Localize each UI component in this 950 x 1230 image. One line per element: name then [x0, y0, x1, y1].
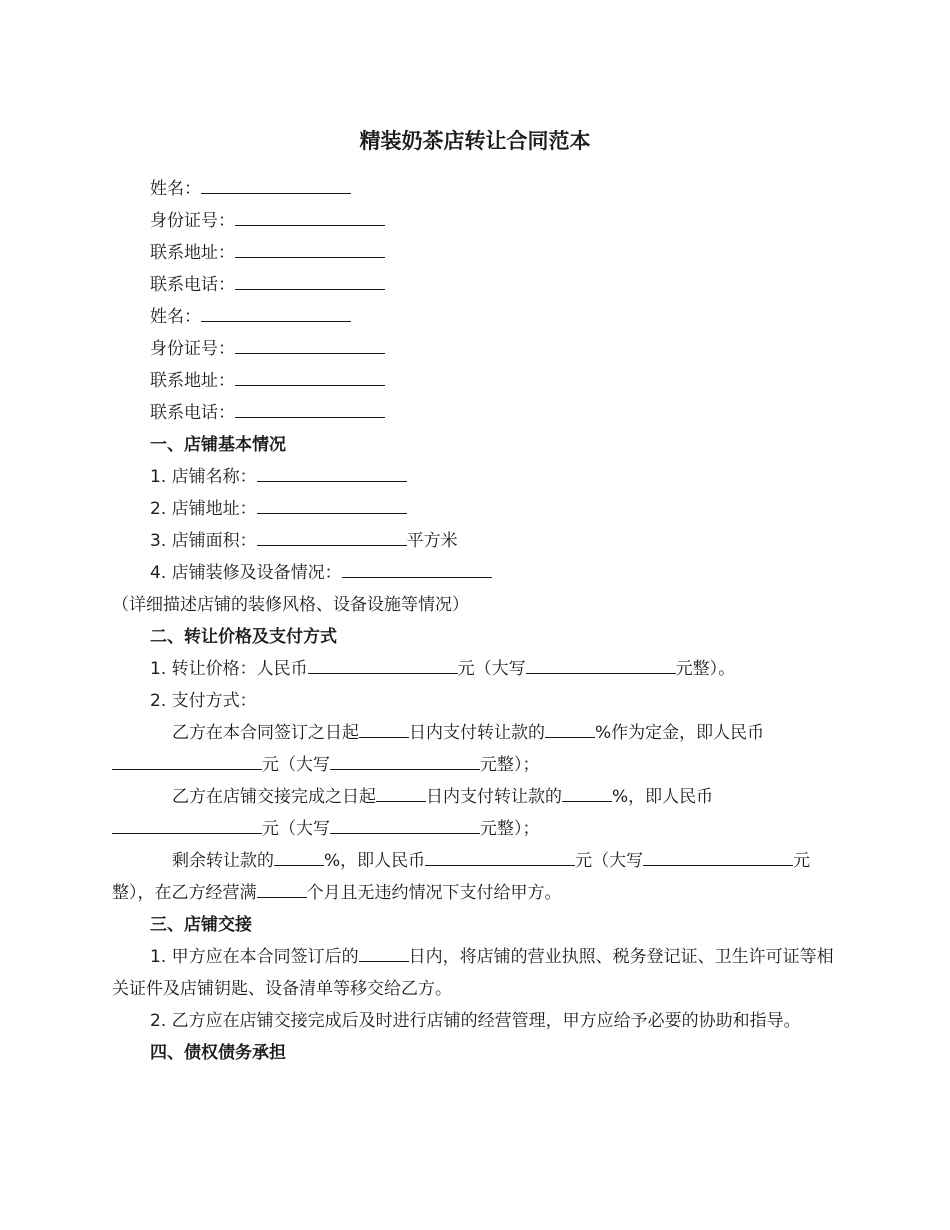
document-body [112, 173, 842, 1069]
pay3-text-d: 元整），在乙方经营满 [112, 851, 811, 903]
pay1-text-c: %作为定金，即人民币 [595, 723, 765, 743]
party-b-id-line [112, 333, 842, 365]
handover-days-blank[interactable] [359, 943, 409, 962]
pay1-text-e: 元整）； [480, 755, 540, 775]
pay2-text-d: 元（大写 [262, 819, 330, 839]
pay1-text-d: 元（大写 [262, 755, 330, 775]
party-a-address-line [112, 237, 842, 269]
pay3-percent-blank[interactable] [274, 847, 324, 866]
shop-decoration-label: 4. 店铺装修及设备情况： [150, 563, 342, 583]
payment-handover-paragraph [112, 781, 842, 845]
shop-area-blank[interactable] [257, 527, 407, 546]
party-b-address-line [112, 365, 842, 397]
pay2-text-e: 元整）； [480, 819, 540, 839]
shop-name-label: 1. 店铺名称： [150, 467, 257, 487]
pay1-percent-blank[interactable] [545, 719, 595, 738]
pay1-days-blank[interactable] [359, 719, 409, 738]
section-1-heading: 一、店铺基本情况 [150, 435, 286, 455]
party-b-id-blank[interactable] [235, 335, 385, 354]
shop-area-line [112, 525, 842, 557]
party-a-name-line [112, 173, 842, 205]
pay1-capital-blank[interactable] [330, 751, 480, 770]
pay1-text-b: 日内支付转让款的 [409, 723, 545, 743]
shop-decoration-note: （详细描述店铺的装修风格、设备设施等情况） [112, 595, 469, 615]
shop-area-unit: 平方米 [406, 531, 458, 551]
party-a-id-blank[interactable] [235, 207, 385, 226]
pay3-text-a: 剩余转让款的 [172, 851, 274, 871]
pay3-text-c: 元（大写 [575, 851, 644, 871]
party-a-address-blank[interactable] [235, 239, 385, 258]
pay2-text-b: 日内支付转让款的 [426, 787, 562, 807]
shop-name-blank[interactable] [257, 463, 407, 482]
transfer-price-label: 1. 转让价格：人民币 [150, 659, 308, 679]
party-b-name-line [112, 301, 842, 333]
party-b-phone-label: 联系电话： [150, 403, 235, 423]
payment-deposit-paragraph [112, 717, 842, 781]
transfer-price-blank[interactable] [308, 655, 458, 674]
party-a-id-line [112, 205, 842, 237]
pay3-text-e: 个月且无违约情况下支付给甲方。 [306, 883, 562, 903]
party-a-name-blank[interactable] [201, 175, 351, 194]
pay2-text-a: 乙方在店铺交接完成之日起 [172, 787, 376, 807]
transfer-price-capital-label: 元（大写 [457, 659, 526, 679]
party-a-phone-line [112, 269, 842, 301]
pay3-capital-blank[interactable] [643, 847, 793, 866]
pay1-text-a: 乙方在本合同签订之日起 [172, 723, 359, 743]
shop-name-line [112, 461, 842, 493]
party-a-id-label: 身份证号： [150, 211, 235, 231]
party-b-address-label: 联系地址： [150, 371, 235, 391]
party-a-phone-blank[interactable] [235, 271, 385, 290]
party-a-name-label: 姓名： [150, 179, 201, 199]
payment-remaining-paragraph [112, 845, 842, 909]
pay2-percent-blank[interactable] [562, 783, 612, 802]
party-b-address-blank[interactable] [235, 367, 385, 386]
pay3-amount-blank[interactable] [425, 847, 575, 866]
shop-address-blank[interactable] [257, 495, 407, 514]
section-3-heading: 三、店铺交接 [150, 915, 252, 935]
shop-area-label: 3. 店铺面积： [150, 531, 257, 551]
pay2-text-c: %，即人民币 [612, 787, 714, 807]
party-b-name-label: 姓名： [150, 307, 201, 327]
handover-item-1-text-b: 日内，将店铺的营业执照、税务登记证、卫生许可证等相关证件及店铺钥匙、设备清单等移交给乙方。 [112, 947, 834, 999]
pay2-amount-blank[interactable] [112, 815, 262, 834]
handover-item-1-text-a: 1. 甲方应在本合同签订后的 [150, 947, 359, 967]
section-4-heading: 四、债权债务承担 [150, 1043, 286, 1063]
shop-address-label: 2. 店铺地址： [150, 499, 257, 519]
party-b-name-blank[interactable] [201, 303, 351, 322]
pay3-months-blank[interactable] [257, 879, 307, 898]
transfer-price-suffix: 元整）。 [675, 659, 736, 679]
party-b-phone-blank[interactable] [235, 399, 385, 418]
handover-item-2: 2. 乙方应在店铺交接完成后及时进行店铺的经营管理，甲方应给予必要的协助和指导。 [150, 1011, 801, 1031]
party-b-phone-line [112, 397, 842, 429]
section-2-heading: 二、转让价格及支付方式 [150, 627, 337, 647]
pay3-text-b: %，即人民币 [324, 851, 426, 871]
party-b-id-label: 身份证号： [150, 339, 235, 359]
payment-method-label: 2. 支付方式： [150, 691, 257, 711]
party-a-phone-label: 联系电话： [150, 275, 235, 295]
shop-decoration-line [112, 557, 842, 621]
transfer-price-line [112, 653, 842, 685]
transfer-price-capital-blank[interactable] [526, 655, 676, 674]
shop-decoration-blank[interactable] [342, 559, 492, 578]
pay2-days-blank[interactable] [376, 783, 426, 802]
party-a-address-label: 联系地址： [150, 243, 235, 263]
pay1-amount-blank[interactable] [112, 751, 262, 770]
handover-item-1 [112, 941, 842, 1005]
document-title: 精装奶茶店转让合同范本 [359, 129, 591, 153]
shop-address-line [112, 493, 842, 525]
pay2-capital-blank[interactable] [330, 815, 480, 834]
